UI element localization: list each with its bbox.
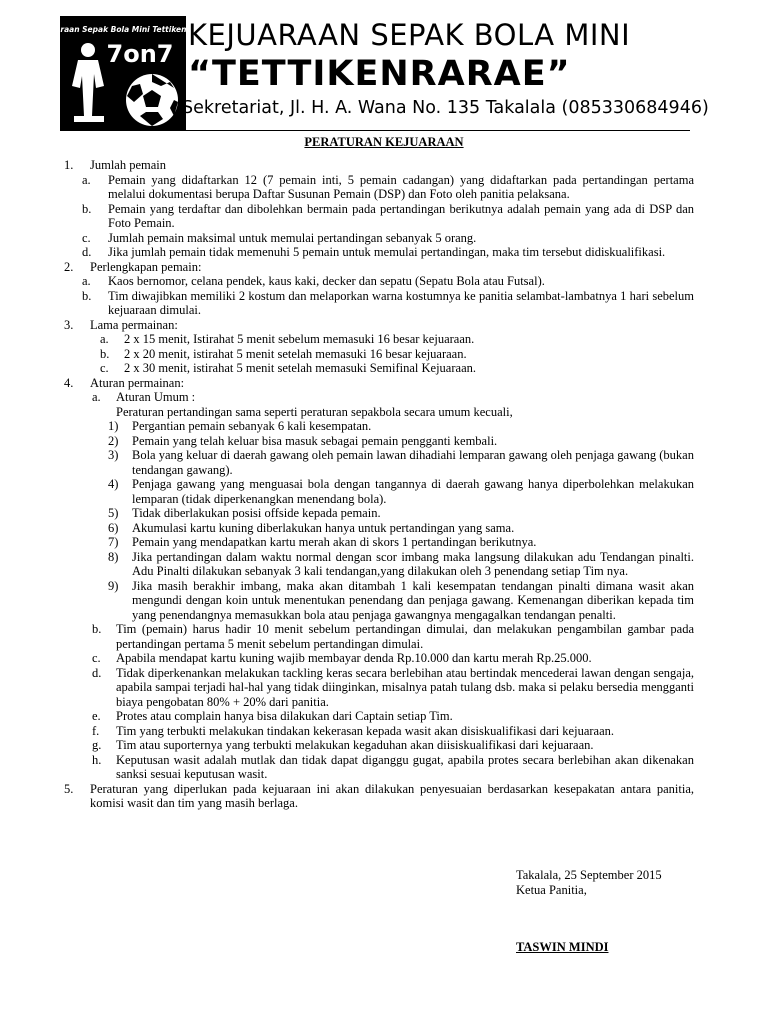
header-address: Sekretariat, Jl. H. A. Wana No. 135 Takalala (085330684946) <box>182 98 709 118</box>
subsection-intro: Peraturan pertandingan sama seperti peraturan sepakbola secara umum kecuali, <box>116 404 513 419</box>
section-1 <box>62 158 694 173</box>
rule-label: 5) <box>108 506 119 520</box>
rule-item <box>62 477 694 506</box>
item-text: Pemain yang didaftarkan 12 (7 pemain inti, 5 pemain cadangan) yang didaftarkan pada pertandingan pertama melalui dokumentasi berupa Daftar Susunan Pemain (DSP) dan Foto oleh panitia pelaksana. <box>108 172 694 201</box>
section-heading: Jumlah pemain <box>90 158 167 172</box>
rule-text: Jika pertandingan dalam waktu normal dengan scor imbang maka langsung dilakukan adu Tendangan pinalti. Adu Pinalti dilakukan sebanyak 3 kali tendangan,yang dilakukan oleh 3 penendang setiap Tim nya. <box>132 549 694 578</box>
item-label: a. <box>100 332 109 346</box>
header-title-line2: “TETTIKENRARAE” <box>188 54 571 94</box>
rule-text: Bola yang keluar di daerah gawang oleh pemain lawan dihadiahi lemparan gawang oleh penjaga gawang (bukan tendangan gawang). <box>132 448 694 477</box>
rule-label: 6) <box>108 520 119 535</box>
item-text: Tidak diperkenankan melakukan tackling keras secara berlebihan atau bertindak mencederai lawan dengan sengaja, apabila sampai terjadi hal-hal yang tidak diinginkan, misalnya patah tulang dsb. maka si pelaku bersedia mengganti biaya pengobatan 80% + 20% dari panitia. <box>116 665 694 709</box>
list-item <box>62 289 694 318</box>
item-label: a. <box>82 172 91 187</box>
rule-label: 1) <box>108 419 119 433</box>
item-label: h. <box>92 752 102 767</box>
item-text: Tim (pemain) harus hadir 10 menit sebelum pertandingan dimulai, dan melakukan pengambilan gambar pada pertandingan pertama 5 menit sebelum pertandingan dimulai. <box>116 622 694 651</box>
logo-7on7-text: 7on7 <box>106 40 174 68</box>
rule-text: Pemain yang telah keluar bisa masuk sebagai pemain pengganti kembali. <box>132 433 498 448</box>
rule-label: 7) <box>108 535 119 549</box>
section-number: 3. <box>64 317 74 332</box>
rules-body <box>62 158 694 811</box>
header-divider <box>60 130 690 131</box>
section-4 <box>62 376 694 391</box>
item-label: c. <box>92 651 101 665</box>
rule-text: Pergantian pemain sebanyak 6 kali kesempatan. <box>132 419 372 433</box>
section-heading: Aturan permainan: <box>90 375 185 390</box>
soccer-ball-icon <box>126 74 178 126</box>
header-title-line1: KEJUARAAN SEPAK BOLA MINI <box>188 18 631 52</box>
list-item <box>62 173 694 202</box>
section-3 <box>62 318 694 333</box>
item-label: f. <box>92 723 100 738</box>
list-item <box>62 202 694 231</box>
rule-item <box>62 535 694 550</box>
item-label: c. <box>100 361 109 375</box>
section-number: 4. <box>64 375 74 390</box>
item-text: 2 x 20 menit, istirahat 5 menit setelah memasuki 16 besar kejuaraan. <box>124 346 467 361</box>
item-text: Pemain yang terdaftar dan dibolehkan bermain pada pertandingan berikutnya adalah pemain yang ada di DSP dan Foto Pemain. <box>108 201 694 230</box>
rule-label: 9) <box>108 578 119 593</box>
item-text: Jika jumlah pemain tidak memenuhi 5 pemain untuk memulai pertandingan, maka tim tersebut didiskualifikasi. <box>108 245 666 259</box>
item-text: Kaos bernomor, celana pendek, kaus kaki, decker dan sepatu (Sepatu Bola atau Futsal). <box>108 274 545 288</box>
list-item <box>62 231 694 246</box>
list-item <box>62 709 694 724</box>
section-number: 2. <box>64 259 74 274</box>
signature-place-date: Takalala, 25 September 2015 <box>516 868 662 882</box>
list-item <box>62 347 694 362</box>
item-text: Protes atau complain hanya bisa dilakukan dari Captain setiap Tim. <box>116 709 453 723</box>
list-item <box>62 361 694 376</box>
tournament-logo <box>36 16 210 130</box>
rule-text: Penjaga gawang yang menguasai bola dengan tangannya di daerah gawang hanya diperbolehkan melakukan lemparan (tidak diperkenangkan menendang bola). <box>132 477 694 506</box>
item-label: d. <box>82 245 92 259</box>
item-text: Tim atau suporternya yang terbukti melakukan kegaduhan akan diisiskualifikasi dari kejuaraan. <box>116 738 594 752</box>
rule-item <box>62 579 694 623</box>
section-heading: Lama permainan: <box>90 317 178 332</box>
rule-item <box>62 550 694 579</box>
rule-item <box>62 521 694 536</box>
item-label: a. <box>82 274 91 288</box>
document-title: PERATURAN KEJUARAAN <box>304 135 464 149</box>
list-item <box>62 651 694 666</box>
list-item <box>62 622 694 651</box>
rule-text: Jika masih berakhir imbang, maka akan ditambah 1 kali kesempatan tendangan pinalti dimana wasit akan mengundi dengan koin untuk menentukan penendang dan penjaga gawang. Kemenangan diberikan kepada tim yang penendangnya memasukkan bola atau penjaga gawangnya mengagalkan tendangan penalti. <box>132 578 694 622</box>
list-item <box>62 245 694 260</box>
item-label: d. <box>92 665 102 680</box>
rule-label: 8) <box>108 549 119 564</box>
item-text: Keputusan wasit adalah mutlak dan tidak dapat diganggu gugat, apabila protes secara berlebihan akan dikenakan sanksi sesuai keputusan wasit. <box>116 752 694 781</box>
section-number: 1. <box>64 158 74 172</box>
item-text: Tim diwajibkan memiliki 2 kostum dan melaporkan warna kostumnya ke panitia selambat-lambatnya 1 hari sebelum kejuaraan dimulai. <box>108 288 694 317</box>
item-label: b. <box>92 622 102 636</box>
item-label: b. <box>82 288 92 303</box>
rule-item <box>62 434 694 449</box>
rule-text: Tidak diberlakukan posisi offside kepada pemain. <box>132 506 381 520</box>
item-label: c. <box>82 230 91 245</box>
signature-role: Ketua Panitia, <box>516 883 587 897</box>
section-text: Peraturan yang diperlukan pada kejuaraan ini akan dilakukan penyesuaian berdasarkan kesepakatan antara panitia, komisi wasit dan tim yang masih berlaga. <box>90 781 694 810</box>
subsection-heading <box>62 390 694 405</box>
item-text: Jumlah pemain maksimal untuk memulai pertandingan sebanyak 5 orang. <box>108 230 477 245</box>
rule-text: Akumulasi kartu kuning diberlakukan hanya untuk pertandingan yang sama. <box>132 520 515 535</box>
logo-arc-text: Kejuaraan Sepak Bola Mini Tettikenrarae <box>36 25 210 34</box>
rule-item <box>62 448 694 477</box>
item-text: Apabila mendapat kartu kuning wajib membayar denda Rp.10.000 dan kartu merah Rp.25.000. <box>116 651 592 665</box>
rule-item <box>62 506 694 521</box>
item-label: e. <box>92 709 101 723</box>
item-text: 2 x 30 menit, istirahat 5 menit setelah memasuki Semifinal Kejuaraan. <box>124 361 476 375</box>
list-item <box>62 724 694 739</box>
item-label: b. <box>100 346 110 361</box>
rule-text: Pemain yang mendapatkan kartu merah akan di skors 1 pertandingan berikutnya. <box>132 535 537 549</box>
section-number: 5. <box>64 781 74 796</box>
rule-label: 4) <box>108 477 119 491</box>
rule-label: 3) <box>108 448 119 462</box>
list-item <box>62 738 694 753</box>
signature-name: TASWIN MINDI <box>516 940 609 954</box>
list-item <box>62 332 694 347</box>
rule-label: 2) <box>108 433 119 448</box>
item-text: 2 x 15 menit, Istirahat 5 menit sebelum memasuki 16 besar kejuaraan. <box>124 332 475 346</box>
item-text: Tim yang terbukti melakukan tindakan kekerasan kepada wasit akan disiskualifikasi dari kejuaraan. <box>116 723 614 738</box>
item-label: g. <box>92 738 102 752</box>
section-heading: Perlengkapan pemain: <box>90 259 202 274</box>
list-item <box>62 274 694 289</box>
section-5 <box>62 782 694 811</box>
list-item <box>62 666 694 710</box>
item-label: b. <box>82 201 92 216</box>
item-label: a. <box>92 390 101 404</box>
item-text: Aturan Umum : <box>116 390 196 404</box>
rule-item <box>62 419 694 434</box>
section-2 <box>62 260 694 275</box>
list-item <box>62 753 694 782</box>
